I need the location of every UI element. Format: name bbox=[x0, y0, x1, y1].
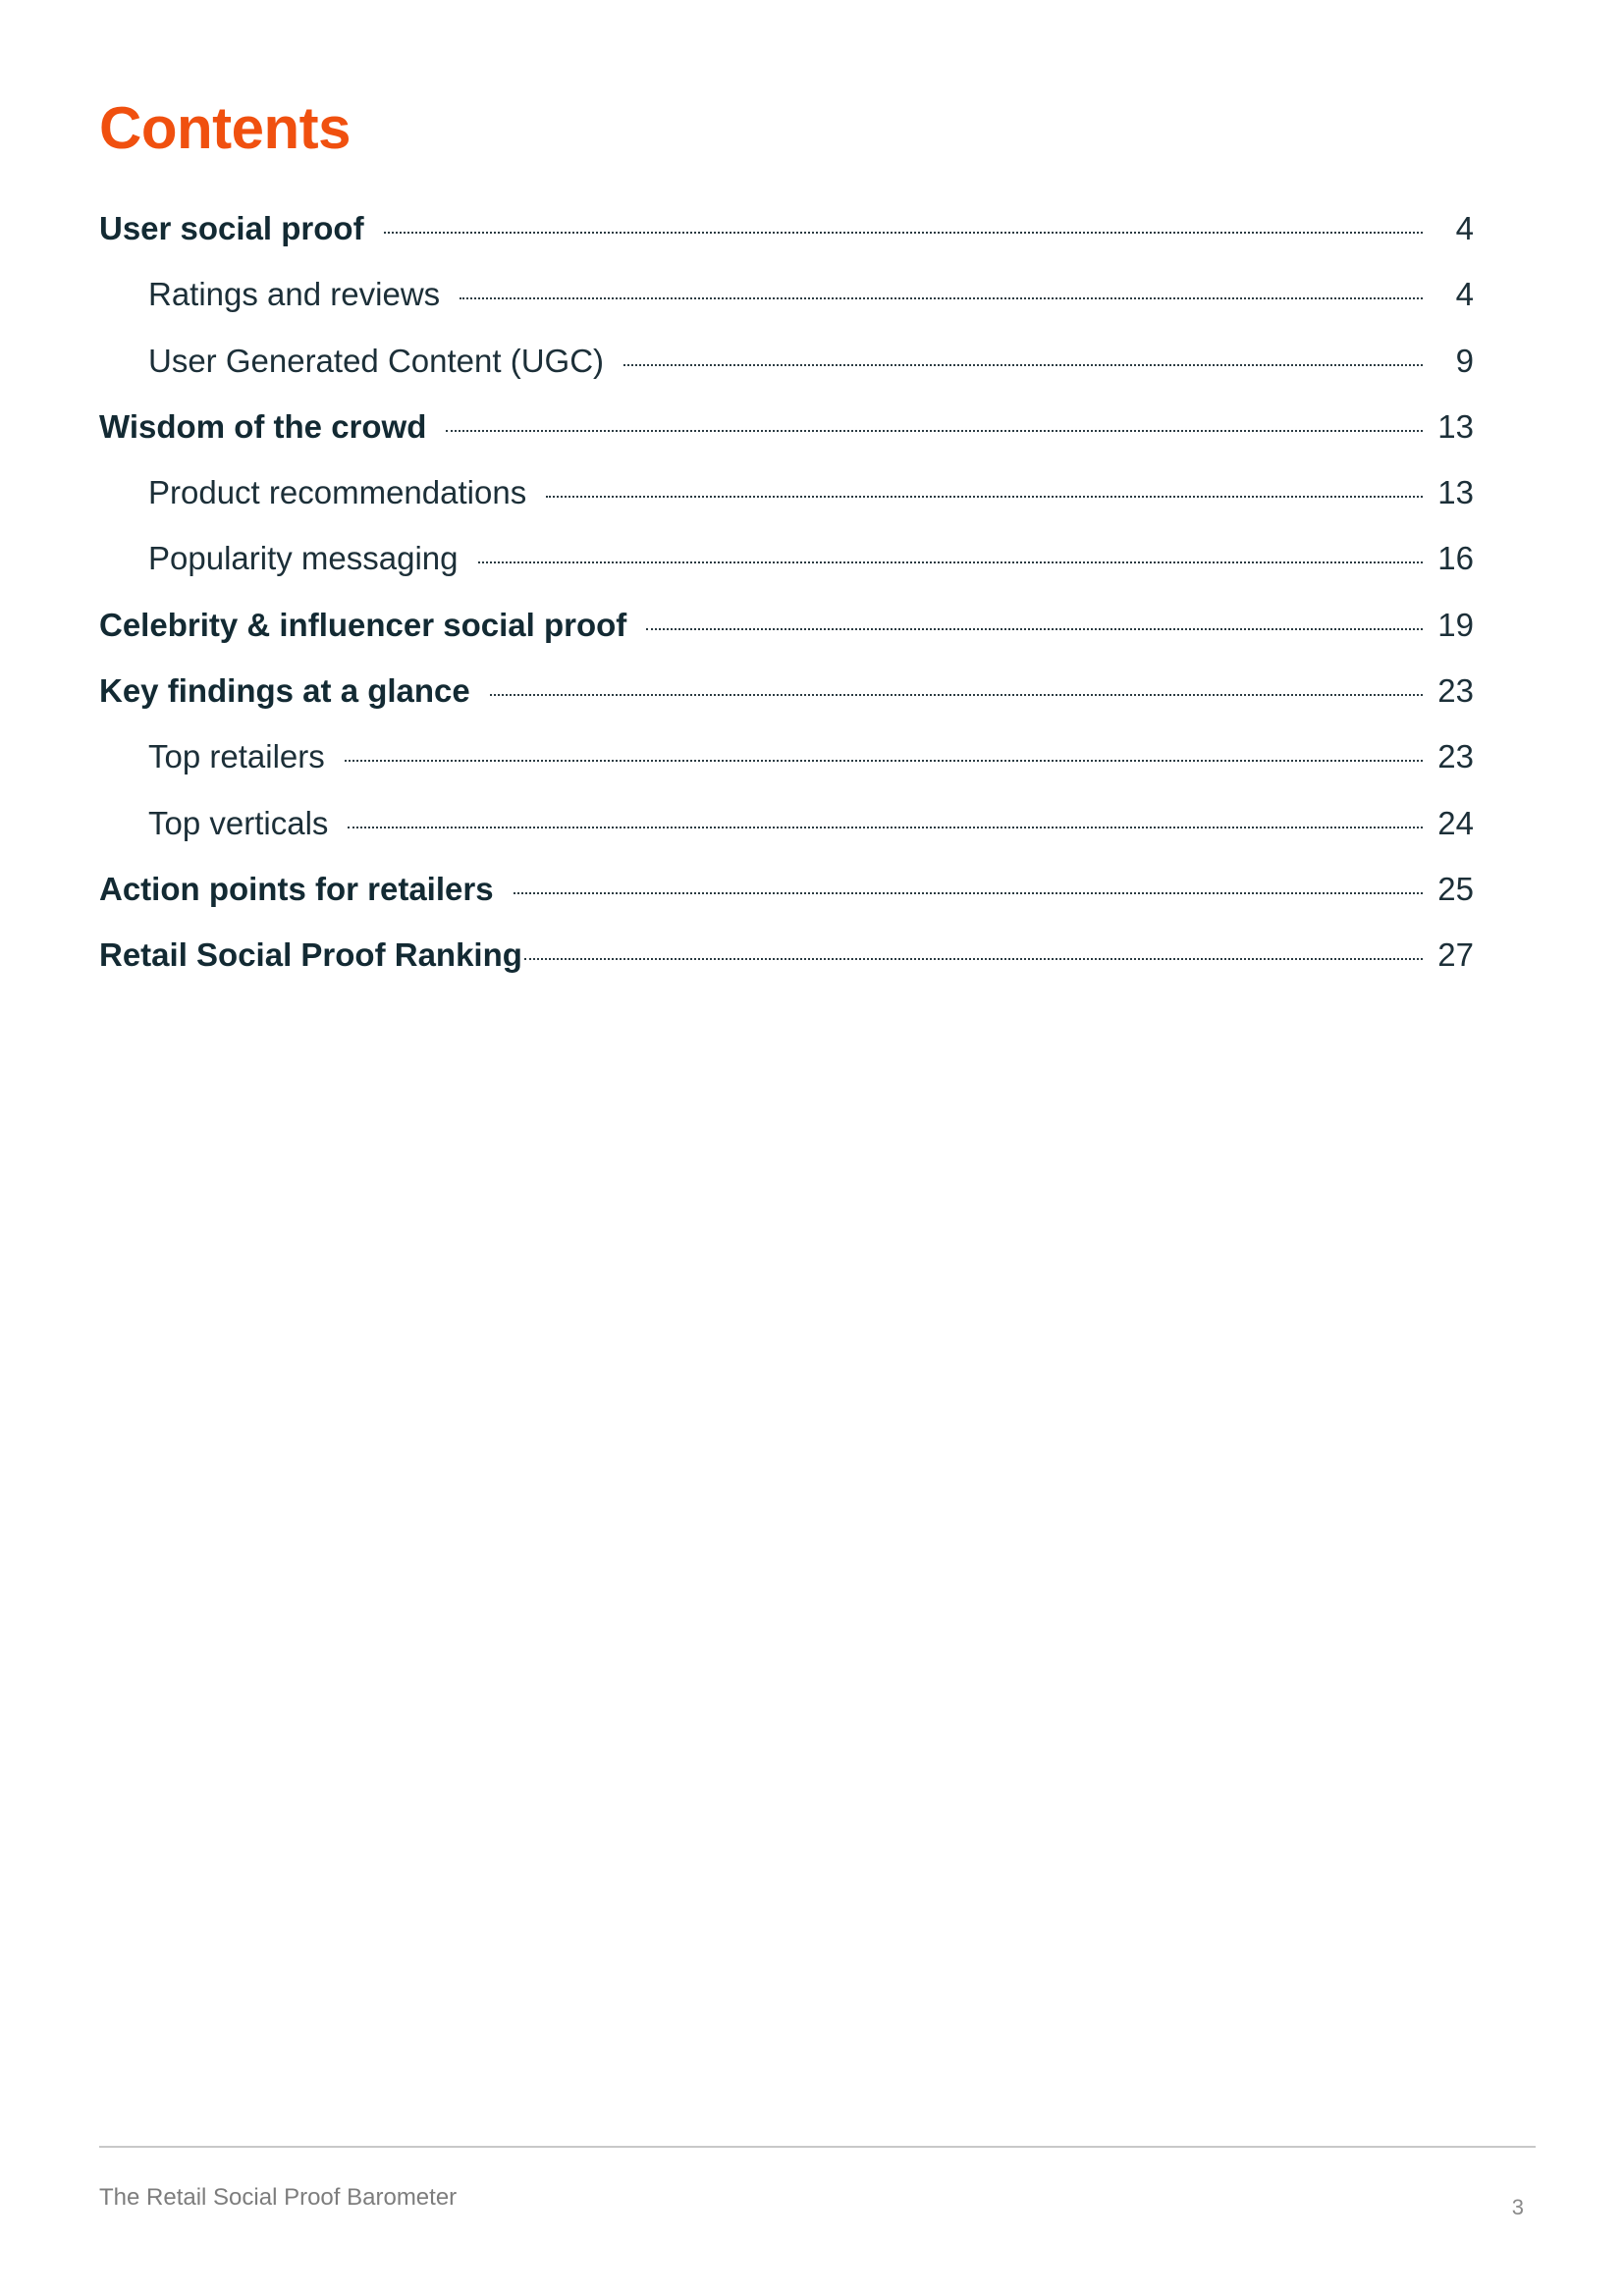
page-title: Contents bbox=[99, 95, 351, 161]
toc-entry-ratings-and-reviews[interactable] bbox=[99, 268, 1474, 334]
toc-dot-leader bbox=[623, 364, 1423, 366]
toc-entry-page: 13 bbox=[1437, 474, 1474, 511]
toc-entry-label: User Generated Content (UGC) bbox=[148, 342, 605, 379]
toc-dot-leader bbox=[646, 628, 1423, 630]
footer-document-title: The Retail Social Proof Barometer bbox=[99, 2184, 458, 2211]
toc-entry-page: 4 bbox=[1455, 276, 1474, 313]
toc-entry-page: 9 bbox=[1455, 342, 1474, 379]
footer-divider bbox=[99, 2146, 1536, 2148]
toc-dot-leader bbox=[490, 694, 1423, 696]
toc-entry-action-points-for-retailers[interactable] bbox=[99, 863, 1474, 929]
toc-entry-popularity-messaging[interactable] bbox=[99, 532, 1474, 598]
toc-entry-top-verticals[interactable] bbox=[99, 797, 1474, 863]
toc-entry-page: 19 bbox=[1437, 606, 1474, 643]
toc-entry-label: Top verticals bbox=[148, 804, 329, 841]
table-of-contents bbox=[99, 202, 1474, 995]
toc-dot-leader bbox=[348, 827, 1423, 828]
toc-dot-leader bbox=[345, 760, 1423, 762]
toc-dot-leader bbox=[478, 561, 1424, 563]
toc-entry-celebrity-influencer-social-proof[interactable] bbox=[99, 599, 1474, 665]
toc-entry-ugc[interactable] bbox=[99, 335, 1474, 400]
toc-entry-page: 13 bbox=[1437, 407, 1474, 445]
toc-entry-page: 4 bbox=[1455, 210, 1474, 246]
toc-entry-label: Action points for retailers bbox=[99, 870, 494, 907]
toc-entry-page: 23 bbox=[1437, 738, 1474, 775]
footer-page-number: 3 bbox=[1511, 2195, 1524, 2219]
toc-entry-label: Retail Social Proof Ranking bbox=[99, 936, 522, 974]
toc-entry-wisdom-of-the-crowd[interactable] bbox=[99, 400, 1474, 466]
toc-entry-label: Ratings and reviews bbox=[148, 276, 441, 313]
toc-entry-page: 27 bbox=[1437, 936, 1474, 974]
toc-entry-page: 25 bbox=[1437, 870, 1474, 907]
toc-entry-retail-social-proof-ranking[interactable] bbox=[99, 929, 1474, 994]
toc-entry-key-findings-at-a-glance[interactable] bbox=[99, 665, 1474, 730]
toc-entry-label: Popularity messaging bbox=[148, 540, 459, 577]
toc-dot-leader bbox=[460, 297, 1423, 299]
toc-entry-label: Top retailers bbox=[148, 738, 325, 775]
toc-dot-leader bbox=[446, 430, 1423, 432]
toc-entry-label: Key findings at a glance bbox=[99, 672, 470, 710]
toc-entry-user-social-proof[interactable] bbox=[99, 202, 1474, 268]
toc-entry-label: Celebrity & influencer social proof bbox=[99, 606, 627, 643]
toc-entry-product-recommendations[interactable] bbox=[99, 466, 1474, 532]
toc-dot-leader bbox=[546, 496, 1423, 498]
toc-entry-label: Wisdom of the crowd bbox=[99, 407, 427, 445]
toc-entry-label: User social proof bbox=[99, 210, 364, 246]
toc-entry-page: 23 bbox=[1437, 672, 1474, 710]
toc-dot-leader bbox=[524, 958, 1423, 960]
toc-entry-label: Product recommendations bbox=[148, 474, 527, 511]
toc-entry-page: 24 bbox=[1437, 804, 1474, 841]
toc-dot-leader bbox=[514, 892, 1423, 894]
toc-entry-page: 16 bbox=[1437, 540, 1474, 577]
toc-dot-leader bbox=[384, 232, 1423, 234]
toc-entry-top-retailers[interactable] bbox=[99, 730, 1474, 796]
